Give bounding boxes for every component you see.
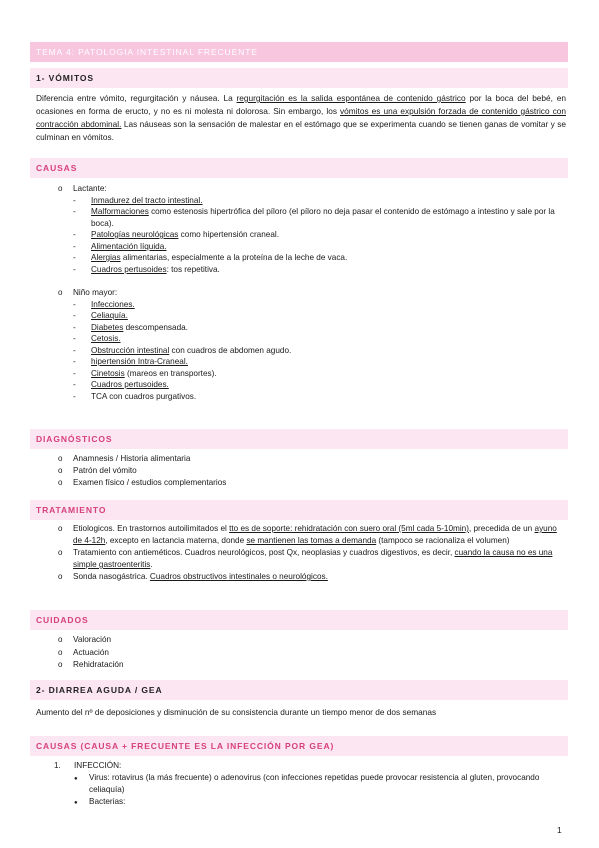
- underlined-text: Patologías neurológicas: [91, 230, 179, 239]
- list-item-text: [91, 369, 217, 378]
- list-item-text: [91, 196, 203, 205]
- subheading-text: CAUSAS: [36, 163, 78, 173]
- list-item: [58, 647, 568, 660]
- underlined-text: ayuno de 4-12h: [73, 524, 557, 545]
- page-number: 1: [557, 825, 562, 835]
- list-item: [58, 477, 568, 489]
- text-run: Tratamiento con antieméticos. Cuadros neurológicos, post Qx, neoplasias y cuadros digestivos, es decir,: [73, 548, 455, 557]
- list-item-text: [89, 797, 125, 806]
- underlined-text: Alergias: [91, 253, 121, 262]
- subheading-tratamiento: [30, 500, 568, 520]
- hollow-bullet-icon: o: [58, 572, 63, 581]
- list-item-label: Lactante:: [73, 184, 107, 193]
- underlined-text: Celiaquía.: [91, 311, 128, 320]
- text-run: (mareos en transportes).: [124, 368, 217, 378]
- dash-bullet-icon: -: [73, 230, 76, 239]
- list-item: [58, 229, 568, 241]
- dash-bullet-icon: -: [73, 380, 76, 389]
- text-run: Examen físico / estudios complementarios: [73, 478, 227, 487]
- text-run: alimentarias, especialmente a la proteína de la leche de vaca.: [120, 253, 348, 262]
- subheading-text: DIAGNÓSTICOS: [36, 434, 113, 444]
- list-item: [58, 453, 568, 465]
- list-item-text: [73, 572, 328, 581]
- dash-bullet-icon: -: [73, 264, 76, 274]
- hollow-bullet-icon: o: [58, 635, 63, 644]
- text-run: (tampoco se racionaliza el volumen): [376, 536, 510, 545]
- section-heading-text: 2- DIARREA AGUDA / GEA: [36, 685, 163, 695]
- subheading-text: CUIDADOS: [36, 615, 89, 625]
- text-run: por la boca del bebé, en ocasiones en forma de eructo, y no es ni molesta ni dolorosa. Sin embargo, los: [36, 93, 566, 116]
- subheading-text: CAUSAS (CAUSA + FRECUENTE ES LA INFECCIÓN POR GEA): [36, 741, 335, 751]
- subheading-diagnosticos: [30, 429, 568, 449]
- list-item-nino-mayor: [58, 287, 568, 299]
- list-item: [58, 345, 568, 357]
- infeccion-sublist: [54, 772, 564, 808]
- text-run: Valoración: [73, 635, 112, 644]
- list-item-text: [91, 242, 167, 251]
- list-item-text: [91, 357, 188, 366]
- dash-bullet-icon: -: [73, 253, 76, 262]
- list-item: [58, 571, 568, 583]
- hollow-bullet-icon: o: [58, 548, 63, 557]
- list-item-text: [91, 392, 196, 401]
- cuidados-list: [58, 634, 568, 672]
- list-item-text: [91, 346, 291, 355]
- dash-bullet-icon: -: [73, 241, 76, 251]
- text-run: como hipertensión craneal.: [178, 230, 279, 239]
- text-run: descompensada.: [123, 322, 188, 332]
- diagnosticos-list: [58, 453, 568, 489]
- solid-bullet-icon: ●: [74, 776, 78, 782]
- tratamiento-list: [58, 523, 568, 583]
- list-item: [58, 465, 568, 477]
- list-item-text: [91, 265, 220, 274]
- list-item: [74, 796, 564, 808]
- underlined-text: Malformaciones: [91, 207, 149, 216]
- text-run: Virus: rotavirus (la más frecuente) o adenovirus (con infecciones repetidas puede provocar resistencia al gluten, provocando celiaquía): [89, 773, 540, 794]
- list-item: [58, 368, 568, 380]
- document-title-band: [30, 42, 568, 62]
- list-item-lactante: [58, 183, 568, 195]
- list-item-text: [73, 635, 111, 644]
- text-run: Rehidratación: [73, 660, 124, 669]
- section-heading-text: 1- VÓMITOS: [36, 73, 94, 83]
- text-run: Etiologicos. En trastornos autoilimitados el: [73, 524, 230, 533]
- text-run: Sonda nasogástrica.: [73, 572, 150, 581]
- underlined-text: Cinetosis: [91, 368, 125, 378]
- list-item-text: [73, 454, 190, 463]
- hollow-bullet-icon: o: [58, 660, 63, 669]
- hollow-bullet-icon: o: [58, 288, 63, 297]
- section-heading-diarrea: [30, 680, 568, 700]
- underlined-text: Cuadros pertusoides.: [91, 380, 169, 389]
- list-item: [58, 299, 568, 311]
- text-run: Actuación: [73, 647, 109, 657]
- text-run: con cuadros de abdomen agudo.: [169, 345, 292, 355]
- underlined-text: cuando la causa no es una simple gastroenteritis: [73, 548, 553, 569]
- list-item: [58, 264, 568, 276]
- list-item: [58, 547, 568, 571]
- dash-bullet-icon: -: [73, 357, 76, 366]
- list-item-text: [91, 334, 121, 343]
- list-item-text: [89, 773, 539, 794]
- underlined-text: Cuadros obstructivos intestinales o neurológicos.: [149, 572, 328, 581]
- list-item-text: [91, 230, 279, 239]
- text-run: Patrón del vómito: [73, 466, 137, 475]
- list-item-text: [91, 207, 555, 228]
- text-run: .: [150, 560, 153, 569]
- dash-bullet-icon: -: [73, 322, 76, 332]
- list-item: [58, 241, 568, 253]
- text-run: : tos repetitiva.: [166, 264, 220, 274]
- section-heading-vomitos: [30, 68, 568, 88]
- dash-bullet-icon: -: [73, 391, 76, 401]
- list-item-text: [91, 323, 188, 332]
- hollow-bullet-icon: o: [58, 184, 63, 193]
- list-number: 1.: [54, 761, 61, 770]
- list-item-text: [73, 660, 124, 669]
- list-item-label: Niño mayor:: [73, 288, 118, 297]
- hollow-bullet-icon: o: [58, 466, 63, 475]
- nino-mayor-sublist: [58, 299, 568, 403]
- list-item-text: [73, 466, 137, 475]
- document-title: TEMA 4: PATOLOGIA INTESTINAL FRECUENTE: [36, 47, 258, 57]
- list-item-text: [73, 548, 552, 569]
- dash-bullet-icon: -: [73, 195, 76, 205]
- hollow-bullet-icon: o: [58, 647, 63, 657]
- text-run: Las náuseas son la sensación de malestar en el estómago que se experimenta cuando se tienen ganas de vomitar y se culminan en vómitos.: [36, 119, 567, 142]
- underlined-text: Inmadurez del tracto intestinal.: [91, 195, 203, 205]
- list-item: [58, 206, 568, 229]
- list-item: [58, 379, 568, 391]
- underlined-text: regurgitación es la salida espontánea de contenido gástrico: [236, 93, 466, 103]
- dash-bullet-icon: -: [73, 334, 76, 343]
- subheading-causas-gea: [30, 736, 568, 756]
- causas-gea-list: [54, 760, 564, 808]
- diarrea-paragraph: [36, 706, 566, 719]
- hollow-bullet-icon: o: [58, 478, 63, 487]
- list-item: [58, 333, 568, 345]
- list-item-text: [73, 648, 109, 657]
- underlined-text: Alimentación líquida.: [91, 241, 167, 251]
- list-item-text: [91, 253, 347, 262]
- text-run: , precedida de un: [468, 524, 535, 533]
- list-item: [74, 772, 564, 796]
- vomitos-paragraph: [36, 92, 566, 144]
- list-item: [58, 252, 568, 264]
- list-item-text: [73, 478, 226, 487]
- list-item-text: [91, 380, 169, 389]
- underlined-text: se mantienen las tomas a demanda: [246, 536, 377, 545]
- text-run: , excepto en lactancia materna, donde: [105, 536, 247, 545]
- list-item: [58, 659, 568, 672]
- underlined-text: tto es de soporte: rehidratación con suero oral (5ml cada 5-10min): [229, 524, 469, 533]
- dash-bullet-icon: -: [73, 368, 76, 378]
- hollow-bullet-icon: o: [58, 524, 63, 533]
- subheading-text: TRATAMIENTO: [36, 505, 107, 515]
- text-run: TCA con cuadros purgativos.: [91, 391, 197, 401]
- text-run: Bacterias:: [89, 797, 126, 806]
- dash-bullet-icon: -: [73, 345, 76, 355]
- causas-list: [58, 183, 568, 402]
- list-item: [58, 523, 568, 547]
- subheading-cuidados: [30, 610, 568, 630]
- underlined-text: hipertensión Intra-Craneal.: [91, 357, 188, 366]
- list-item-text: [91, 300, 135, 309]
- list-item-text: [73, 524, 557, 545]
- dash-bullet-icon: -: [73, 311, 76, 320]
- list-item: [58, 356, 568, 368]
- dash-bullet-icon: -: [73, 207, 76, 216]
- text-run: Diferencia entre vómito, regurgitación y náusea. La: [36, 93, 237, 103]
- text-run: Aumento del nº de deposiciones y disminución de su consistencia durante un tiempo menor de dos semanas: [36, 707, 437, 717]
- underlined-text: Cuadros pertusoides: [91, 264, 167, 274]
- text-run: Anamnesis / Historia alimentaria: [73, 454, 191, 463]
- underlined-text: Infecciones.: [91, 299, 135, 309]
- solid-bullet-icon: ●: [74, 800, 78, 806]
- list-item-infeccion: [54, 760, 564, 772]
- underlined-text: Cetosis.: [91, 334, 121, 343]
- subheading-causas: [30, 158, 568, 178]
- list-item: [58, 634, 568, 647]
- list-item-text: [91, 311, 128, 320]
- underlined-text: Diabetes: [91, 322, 124, 332]
- list-item: [58, 391, 568, 403]
- underlined-text: vómitos es una expulsión forzada de contenido gástrico con contracción abdominal.: [36, 106, 566, 129]
- dash-bullet-icon: -: [73, 299, 76, 309]
- text-run: como estenosis hipertrófica del píloro (el píloro no deja pasar el contenido de estómago a intestino y sale por la boca).: [91, 207, 555, 228]
- underlined-text: Obstrucción intestinal: [91, 345, 170, 355]
- list-item-label: INFECCIÓN:: [74, 761, 122, 770]
- list-item: [58, 310, 568, 322]
- hollow-bullet-icon: o: [58, 454, 63, 463]
- list-item: [58, 195, 568, 207]
- list-item: [58, 322, 568, 334]
- lactante-sublist: [58, 195, 568, 276]
